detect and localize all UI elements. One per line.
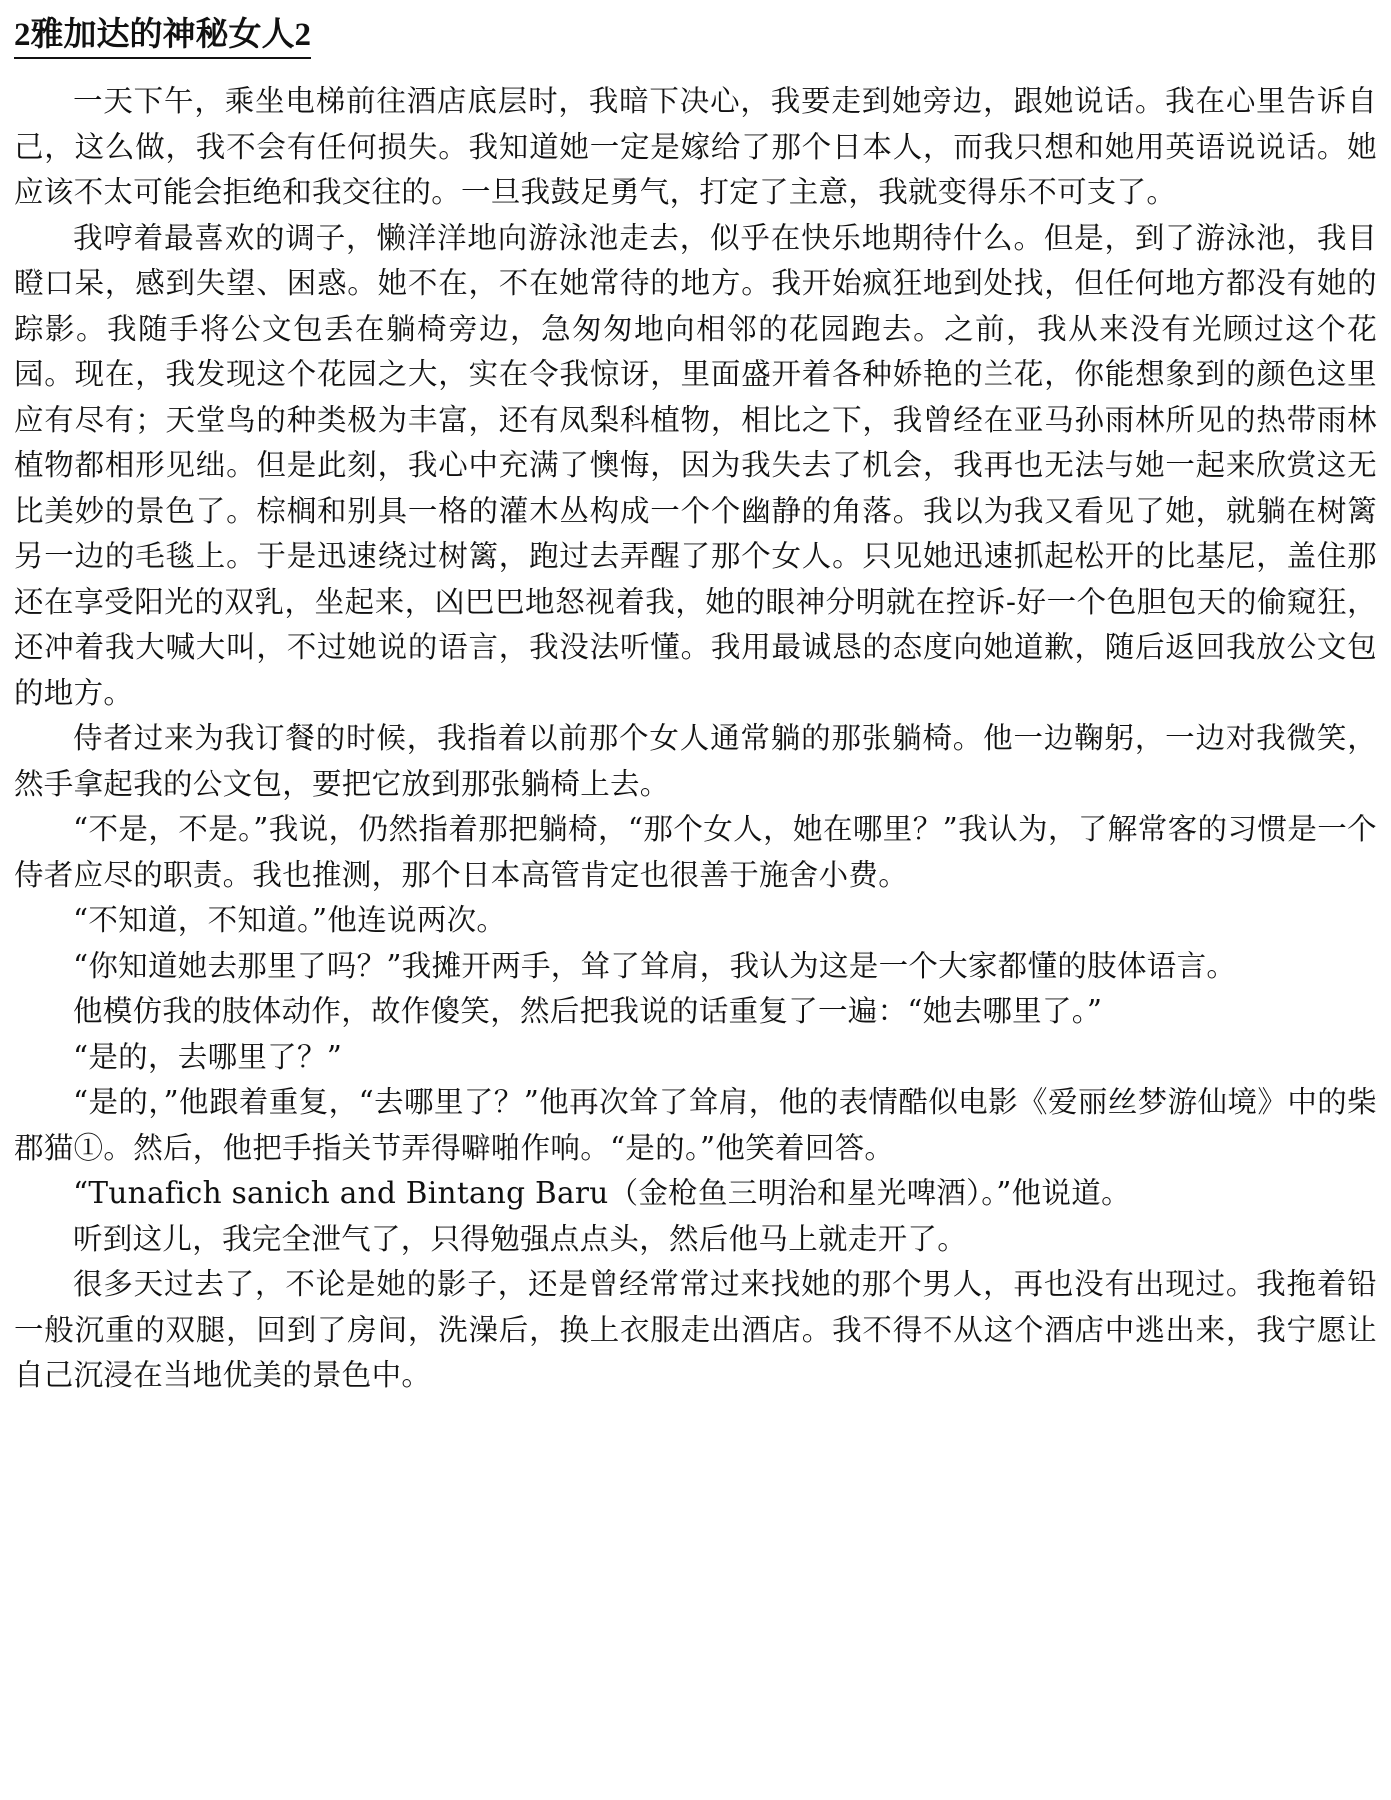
paragraph: “是的，”他跟着重复，“去哪里了？”他再次耸了耸肩，他的表情酷似电影《爱丽丝梦游仙境》中的柴郡猫①。然后，他把手指关节弄得噼啪作响。“是的。”他笑着回答。: [14, 1085, 1377, 1165]
paragraph: “Tunafich sanich and Bintang Baru（金枪鱼三明治和星光啤酒）。”他说道。: [73, 1176, 1131, 1210]
paragraph: 他模仿我的肢体动作，故作傻笑，然后把我说的话重复了一遍：“她去哪里了。”: [73, 994, 1103, 1028]
paragraph: “你知道她去那里了吗？”我摊开两手，耸了耸肩，我认为这是一个大家都懂的肢体语言。: [73, 948, 1237, 983]
paragraph: 很多天过去了，不论是她的影子，还是曾经常常过来找她的那个男人，再也没有出现过。我拖着铅一般沉重的双腿，回到了房间，洗澡后，换上衣服走出酒店。我不得不从这个酒店中逃出来，我宁愿让自己沉浸在当地优美的景色中。: [14, 1267, 1377, 1392]
paragraph: 听到这儿，我完全泄气了，只得勉强点点头，然后他马上就走开了。: [73, 1221, 968, 1256]
paragraph: 侍者过来为我订餐的时候，我指着以前那个女人通常躺的那张躺椅。他一边鞠躬，一边对我微笑，然手拿起我的公文包，要把它放到那张躺椅上去。: [14, 721, 1377, 801]
paragraph: 一天下午，乘坐电梯前往酒店底层时，我暗下决心，我要走到她旁边，跟她说话。我在心里告诉自己，这么做，我不会有任何损失。我知道她一定是嫁给了那个日本人，而我只想和她用英语说说话。她应该不太可能会拒绝和我交往的。一旦我鼓足勇气，打定了主意，我就变得乐不可支了。: [14, 84, 1377, 209]
paragraph: “不是，不是。”我说，仍然指着那把躺椅，“那个女人，她在哪里？”我认为，了解常客的习惯是一个侍者应尽的职责。我也推测，那个日本高管肯定也很善于施舍小费。: [14, 812, 1377, 892]
story-body: [14, 79, 1377, 1399]
document-page: [14, 14, 1377, 1399]
paragraph: “是的，去哪里了？”: [73, 1039, 343, 1074]
paragraph: 我哼着最喜欢的调子，懒洋洋地向游泳池走去，似乎在快乐地期待什么。但是，到了游泳池，我目瞪口呆，感到失望、困惑。她不在，不在她常待的地方。我开始疯狂地到处找，但任何地方都没有她的踪影。我随手将公文包丢在躺椅旁边，急匆匆地向相邻的花园跑去。之前，我从来没有光顾过这个花园。现在，我发现这个花园之大，实在令我惊讶，里面盛开着各种娇艳的兰花，你能想象到的颜色这里应有尽有；天堂鸟的种类极为丰富，还有凤梨科植物，相比之下，我曾经在亚马孙雨林所见的热带雨林植物都相形见绌。但是此刻，我心中充满了懊悔，因为我失去了机会，我再也无法与她一起来欣赏这无比美妙的景色了。棕榈和别具一格的灌木丛构成一个个幽静的角落。我以为我又看见了她，就躺在树篱另一边的毛毯上。于是迅速绕过树篱，跑过去弄醒了那个女人。只见她迅速抓起松开的比基尼，盖住那还在享受阳光的双乳，坐起来，凶巴巴地怒视着我，她的眼神分明就在控诉-好一个色胆包天的偷窥狂，还冲着我大喊大叫，不过她说的语言，我没法听懂。我用最诚恳的态度向她道歉，随后返回我放公文包的地方。: [14, 220, 1377, 710]
page-title: 2雅加达的神秘女人2: [14, 14, 311, 59]
paragraph: “不知道，不知道。”他连说两次。: [73, 903, 507, 937]
